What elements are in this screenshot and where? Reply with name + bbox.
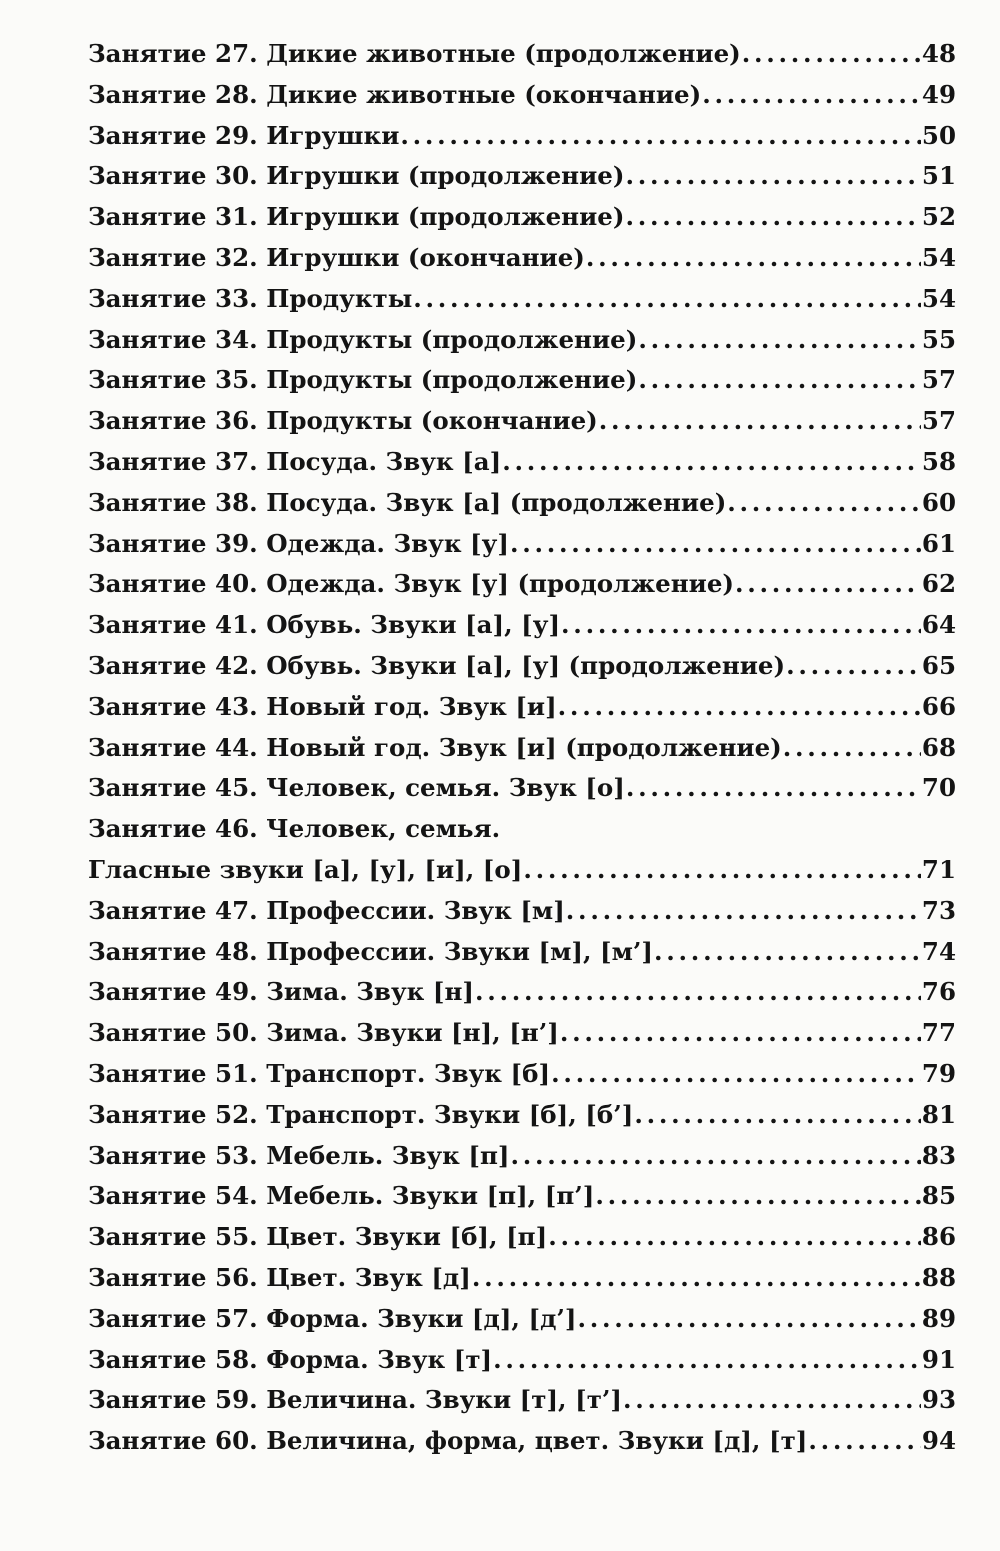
toc-entry [88, 320, 956, 361]
dot-leader [502, 442, 921, 483]
toc-entry [88, 605, 956, 646]
toc-entry-page: 94 [921, 1426, 956, 1456]
toc-entry-46 [88, 809, 956, 891]
dot-leader [566, 891, 921, 932]
toc-entry-page: 62 [921, 569, 956, 599]
dot-leader [808, 1421, 921, 1462]
toc-entry-page: 88 [921, 1262, 956, 1292]
toc-entry-page: 57 [921, 365, 956, 395]
toc-entry [88, 1136, 956, 1177]
toc-entry-page: 54 [921, 283, 956, 313]
toc-list-before [88, 34, 956, 809]
toc-entry-title: Занятие 27. Дикие животные (продолжение) [88, 39, 741, 68]
toc-entry-title: Занятие 47. Профессии. Звук [м] [88, 895, 565, 925]
toc-entry-page: 58 [921, 446, 956, 476]
toc-entry-title: Гласные звуки [а], [у], [и], [о] [88, 854, 523, 884]
toc-entry-title: Занятие 31. Игрушки (продолжение) [88, 202, 625, 232]
toc-entry [88, 360, 956, 401]
toc-entry-title: Занятие 29. Игрушки [88, 120, 400, 150]
toc-entry [88, 646, 956, 687]
toc-entry-page: 64 [921, 610, 956, 640]
toc-entry [88, 768, 956, 809]
toc-entry-page: 73 [921, 895, 956, 925]
dot-leader [400, 116, 921, 157]
dot-leader [634, 1095, 921, 1136]
dot-leader [472, 1258, 921, 1299]
dot-leader [560, 1013, 921, 1054]
toc-entry [88, 1054, 956, 1095]
dot-leader [510, 524, 921, 565]
toc-entry-page: 57 [921, 406, 956, 436]
toc-entry-page: 52 [921, 202, 956, 232]
toc-entry-page: 65 [921, 650, 956, 680]
toc-entry-title: Занятие 39. Одежда. Звук [у] [88, 528, 509, 558]
toc-entry-page: 74 [921, 936, 956, 966]
toc-entry-title: Занятие 35. Продукты (продолжение) [88, 365, 638, 395]
toc-entry-page: 66 [921, 691, 956, 721]
toc-entry-page: 61 [921, 528, 956, 558]
toc-entry [88, 564, 956, 605]
dot-leader [578, 1299, 921, 1340]
toc-entry-page: 68 [921, 732, 956, 762]
toc-entry-title: Занятие 48. Профессии. Звуки [м], [м’] [88, 936, 654, 966]
toc-entry-page: 77 [921, 1018, 956, 1048]
toc-entry-page: 49 [921, 79, 956, 109]
dot-leader [626, 768, 921, 809]
dot-leader [558, 687, 921, 728]
toc-entry-page: 60 [921, 487, 956, 517]
dot-leader [599, 401, 921, 442]
toc-entry-title: Занятие 28. Дикие животные (окончание) [88, 79, 702, 109]
toc-entry [88, 156, 956, 197]
dot-leader [638, 320, 921, 361]
dot-leader [742, 34, 921, 75]
toc-entry [88, 891, 956, 932]
toc-entry [88, 1095, 956, 1136]
toc-entry [88, 34, 956, 75]
toc-entry-title: Занятие 54. Мебель. Звуки [п], [п’] [88, 1181, 595, 1211]
toc-entry-page: 93 [921, 1385, 956, 1415]
toc-entry [88, 442, 956, 483]
toc-entry-title: Занятие 34. Продукты (продолжение) [88, 324, 638, 354]
toc-entry-title: Занятие 43. Новый год. Звук [и] [88, 691, 557, 721]
toc-list-after [88, 891, 956, 1462]
dot-leader [548, 1217, 921, 1258]
dot-leader [702, 75, 921, 116]
dot-leader [735, 564, 921, 605]
toc-entry [88, 728, 956, 769]
toc-entry-page: 54 [921, 242, 956, 272]
toc-entry-title: Занятие 44. Новый год. Звук [и] (продолжение) [88, 732, 782, 762]
toc-entry-title: Занятие 45. Человек, семья. Звук [о] [88, 773, 625, 803]
toc-entry-page: 71 [921, 854, 956, 884]
toc-entry-title: Занятие 56. Цвет. Звук [д] [88, 1262, 471, 1292]
dot-leader [551, 1054, 921, 1095]
dot-leader [625, 197, 920, 238]
toc-entry-page: 83 [921, 1140, 956, 1170]
dot-leader [623, 1380, 921, 1421]
toc-entry [88, 932, 956, 973]
toc-entry-page: 86 [921, 1222, 956, 1252]
toc-entry-page: 55 [921, 324, 956, 354]
toc-entry-title: Занятие 50. Зима. Звуки [н], [н’] [88, 1018, 559, 1048]
toc-entry-title: Занятие 51. Транспорт. Звук [б] [88, 1058, 551, 1088]
toc-entry-page: 48 [921, 39, 956, 68]
toc-entry [88, 1380, 956, 1421]
dot-leader [625, 156, 920, 197]
toc-entry [88, 1176, 956, 1217]
dot-leader [586, 238, 921, 279]
toc-entry-title: Занятие 53. Мебель. Звук [п] [88, 1140, 510, 1170]
dot-leader [413, 279, 921, 320]
dot-leader [475, 972, 921, 1013]
toc-entry [88, 1340, 956, 1381]
dot-leader [523, 850, 921, 891]
toc-entry-46-line-two [88, 850, 956, 891]
toc-entry-page: 79 [921, 1058, 956, 1088]
toc-entry [88, 972, 956, 1013]
toc-entry [88, 1299, 956, 1340]
toc-entry [88, 279, 956, 320]
toc-entry-page: 76 [921, 977, 956, 1007]
toc-entry-title: Занятие 33. Продукты [88, 283, 413, 313]
toc-entry-title: Занятие 37. Посуда. Звук [а] [88, 446, 502, 476]
toc-entry-title: Занятие 52. Транспорт. Звуки [б], [б’] [88, 1099, 634, 1129]
toc-entry-page: 91 [921, 1344, 956, 1374]
toc-entry [88, 401, 956, 442]
toc-entry-title: Занятие 57. Форма. Звуки [д], [д’] [88, 1303, 577, 1333]
toc-entry-46-line-one: Занятие 46. Человек, семья. [88, 814, 501, 844]
dot-leader [595, 1176, 921, 1217]
toc-entry [88, 1421, 956, 1462]
dot-leader [511, 1136, 921, 1177]
dot-leader [727, 483, 921, 524]
dot-leader [493, 1340, 921, 1381]
dot-leader [654, 932, 921, 973]
toc-entry-title: Занятие 36. Продукты (окончание) [88, 406, 598, 436]
toc-entry-page: 50 [921, 120, 956, 150]
dot-leader [786, 646, 921, 687]
dot-leader [638, 360, 921, 401]
toc-entry-page: 81 [921, 1099, 956, 1129]
toc-entry-title: Занятие 49. Зима. Звук [н] [88, 977, 474, 1007]
toc-entry-title: Занятие 32. Игрушки (окончание) [88, 242, 585, 272]
toc-entry-page: 85 [921, 1181, 956, 1211]
toc-entry-title: Занятие 40. Одежда. Звук [у] (продолжение) [88, 569, 735, 599]
toc-entry [88, 197, 956, 238]
toc-entry [88, 524, 956, 565]
toc-entry-page: 89 [921, 1303, 956, 1333]
dot-leader [561, 605, 921, 646]
toc-entry-title: Занятие 58. Форма. Звук [т] [88, 1344, 493, 1374]
toc-entry-title: Занятие 55. Цвет. Звуки [б], [п] [88, 1222, 548, 1252]
toc-entry-title: Занятие 30. Игрушки (продолжение) [88, 161, 625, 191]
toc-entry-title: Занятие 42. Обувь. Звуки [а], [у] (продолжение) [88, 650, 786, 680]
toc-entry-page: 70 [921, 773, 956, 803]
toc-entry [88, 1217, 956, 1258]
toc-entry [88, 687, 956, 728]
toc-entry-title: Занятие 60. Величина, форма, цвет. Звуки [д], [т] [88, 1426, 808, 1456]
dot-leader [783, 728, 921, 769]
toc-entry-title: Занятие 41. Обувь. Звуки [а], [у] [88, 610, 561, 640]
toc-entry [88, 1258, 956, 1299]
toc-entry [88, 75, 956, 116]
toc-entry [88, 238, 956, 279]
toc-entry-page: 51 [921, 161, 956, 191]
toc-entry [88, 1013, 956, 1054]
toc-entry-title: Занятие 59. Величина. Звуки [т], [т’] [88, 1385, 622, 1415]
table-of-contents [88, 34, 956, 1462]
toc-entry [88, 483, 956, 524]
toc-entry [88, 116, 956, 157]
toc-entry-title: Занятие 38. Посуда. Звук [а] (продолжение) [88, 487, 727, 517]
